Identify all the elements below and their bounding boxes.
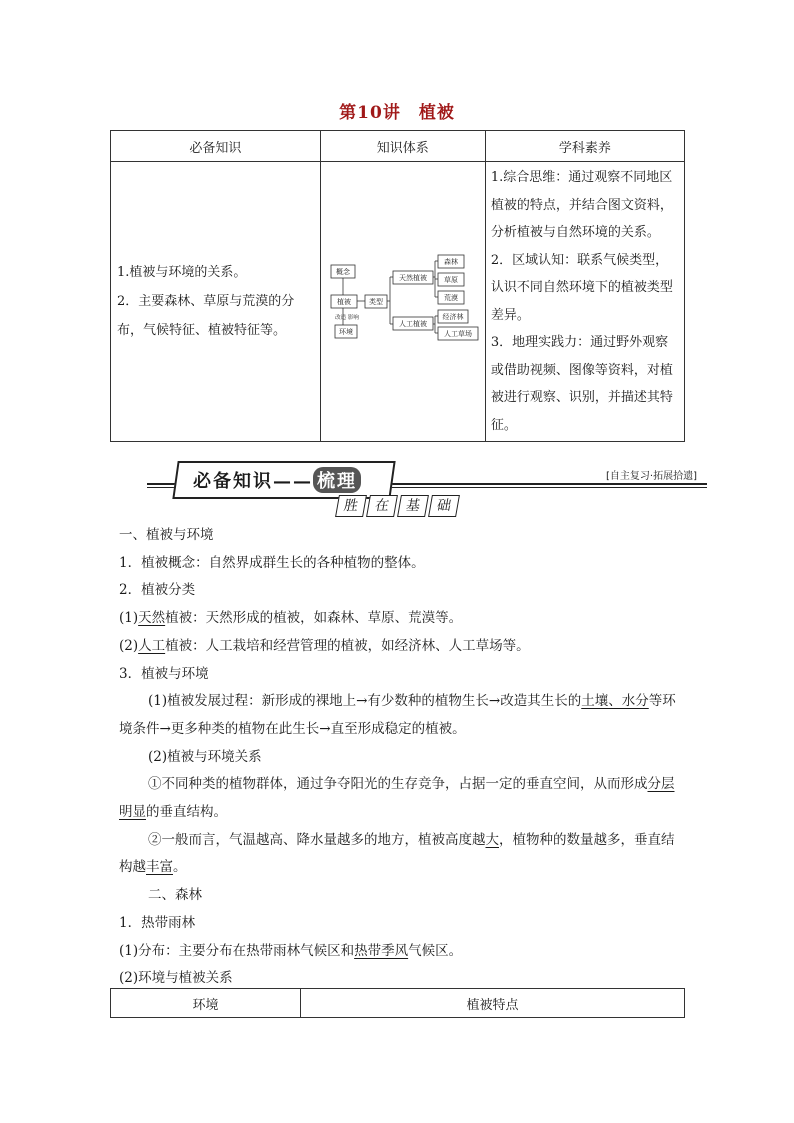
label-types: 类型 xyxy=(368,297,383,306)
label-grass: 草原 xyxy=(443,275,458,284)
banner-subtitle: [自主复习·拓展拾遗] xyxy=(606,471,697,482)
paragraph: ②一般而言，气温越高、降水量越多的地方，植被高度越大，植物种的数量越多，垂直结构越丰富。 xyxy=(119,831,675,876)
main-content xyxy=(119,522,679,993)
banner-tags xyxy=(337,495,461,517)
heading-1: 一、植被与环境 xyxy=(119,527,214,543)
answer-blank: 土壤、水分 xyxy=(581,693,649,710)
banner-tag: 在 xyxy=(366,495,398,517)
paragraph: ①不同种类的植物群体，通过争夺阳光的生存竞争，占据一定的垂直空间，从而形成分层明显的垂直结构。 xyxy=(119,776,675,821)
answer-blank: 人工 xyxy=(138,637,166,654)
answer-blank: 丰富 xyxy=(146,859,173,876)
answer-blank: 热带季风 xyxy=(354,942,409,959)
label-artificial: 人工植被 xyxy=(398,319,427,328)
env-vegetation-table xyxy=(110,988,685,1018)
header-env: 环境 xyxy=(111,989,301,1018)
literacy-item: 2．区域认知：联系气候类型，认识不同自然环境下的植被类型差异。 xyxy=(490,252,673,323)
knowledge-diagram-cell xyxy=(320,162,485,442)
heading-2: 二、森林 xyxy=(148,887,202,904)
literacy-item: 1.综合思维：通过观察不同地区植被的特点，并结合图文资料，分析植被与自然环境的关系。 xyxy=(490,170,673,240)
knowledge-diagram xyxy=(321,166,485,438)
header-knowledge: 必备知识 xyxy=(111,131,321,162)
banner-tag: 胜 xyxy=(335,495,367,517)
header-system: 知识体系 xyxy=(320,131,485,162)
paragraph: (1)分布：主要分布在热带雨林气候区和热带季风气候区。 xyxy=(119,942,463,959)
label-concept: 概念 xyxy=(335,267,350,276)
banner-tag: 基 xyxy=(397,495,429,517)
paragraph: (1)植被发展过程：新形成的裸地上→有少数种的植物生长→改造其生长的土壤、水分等环境条件→更多种类的植物在此生长→直至形成稳定的植被。 xyxy=(119,693,676,737)
label-desert: 荒漠 xyxy=(443,293,458,302)
answer-blank: 大 xyxy=(485,831,499,848)
section-banner xyxy=(147,455,707,520)
paragraph: (2)植被与环境关系 xyxy=(148,748,262,765)
overview-table xyxy=(110,130,685,442)
answer-blank: 分层明显 xyxy=(119,776,675,821)
answer-blank: 天然 xyxy=(138,610,166,627)
paragraph: 2．植被分类 xyxy=(119,582,196,599)
paragraph: 1．热带雨林 xyxy=(119,914,196,931)
header-veg-features: 植被特点 xyxy=(301,989,685,1018)
knowledge-item: 2．主要森林、草原与荒漠的分布，气候特征、植被特征等。 xyxy=(117,294,295,338)
banner-highlight: 梳理 xyxy=(313,467,361,493)
label-pasture: 人工草场 xyxy=(443,329,472,338)
label-econ: 经济林 xyxy=(442,312,464,321)
banner-title: 必备知识—— 梳理 xyxy=(193,467,361,493)
literacy-item: 3．地理实践力：通过野外观察或借助视频、图像等资料，对植被进行观察、识别，并描述其特征。 xyxy=(490,335,673,433)
paragraph: (2)人工植被：人工栽培和经营管理的植被，如经济林、人工草场等。 xyxy=(119,637,530,654)
knowledge-cell xyxy=(111,162,321,442)
label-env: 环境 xyxy=(338,327,353,336)
banner-tag: 础 xyxy=(428,495,460,517)
label-natural: 天然植被 xyxy=(398,273,427,282)
header-literacy: 学科素养 xyxy=(485,131,684,162)
paragraph: 1．植被概念：自然界成群生长的各种植物的整体。 xyxy=(119,554,425,571)
literacy-cell xyxy=(485,162,684,442)
knowledge-item: 1.植被与环境的关系。 xyxy=(117,265,247,280)
paragraph: (2)环境与植被关系 xyxy=(119,970,233,987)
label-veg: 植被 xyxy=(336,297,351,306)
label-forest: 森林 xyxy=(443,257,458,266)
label-side: 改造 影响 xyxy=(334,314,359,321)
paragraph: (1)天然植被：天然形成的植被，如森林、草原、荒漠等。 xyxy=(119,610,463,627)
paragraph: 3．植被与环境 xyxy=(119,665,209,682)
page-title: 第10讲 植被 xyxy=(339,103,455,123)
